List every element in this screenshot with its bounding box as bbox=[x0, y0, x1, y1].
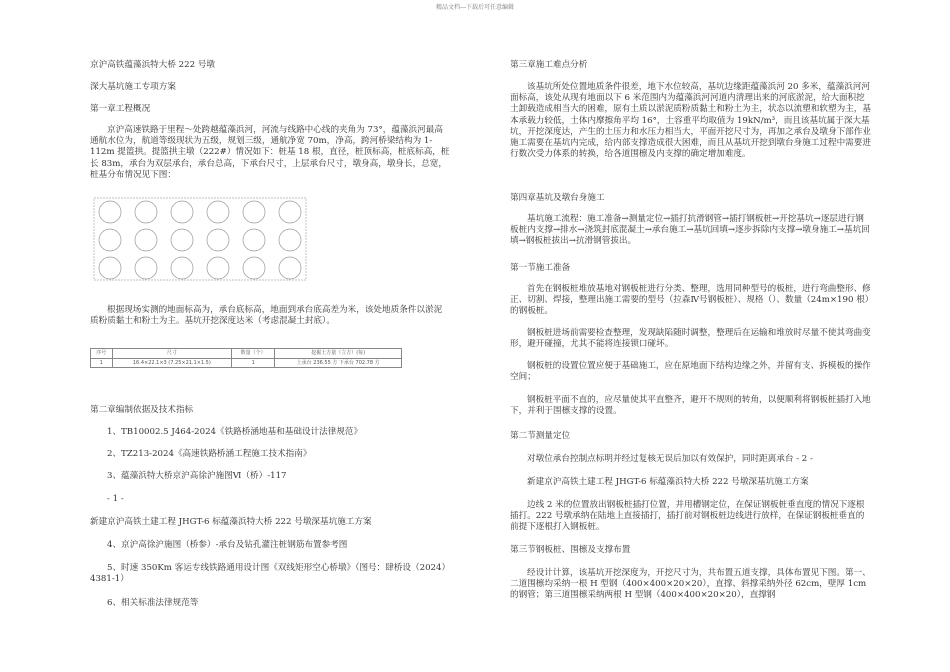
pile-circle bbox=[171, 229, 193, 251]
section-1-paragraph: 钢板桩进场前需要检查整理，发现缺陷随时调整，整理后在运输和堆放时尽量不使其弯曲变形，避开碰撞，尤其不能将连接锁口碰坏。 bbox=[510, 328, 871, 350]
section-2-paragraph: 边线 2 米的位置放出钢板桩插打位置，并用槽钢定位，在保证钢板桩垂直度的情况下逐根插打。222 号墩承纳在陆地上直接插打，插打前对钢板桩边线进行放样，在保证钢板桩垂直的前提下逐根打入钢板桩。 bbox=[510, 500, 865, 533]
pile-circle bbox=[207, 257, 229, 279]
section-3-paragraph: 经设计计算，该基坑开挖深度为，开挖尺寸为，共布置五道支撑，具体布置见下图。第一、二道围檩均采纳一根 H 型钢（400×400×20×20），直撑、斜撑采纳外径 62cm，壁厚 1cm 的钢管；第三道围檩采纳两根 H 型钢（400×400×20×20），直撑钢 bbox=[510, 568, 871, 601]
table-row bbox=[91, 358, 402, 368]
pile-circle bbox=[99, 257, 121, 279]
doc-subtitle: 深大基坑施工专项方案 bbox=[90, 82, 176, 92]
table-header: 尺寸 bbox=[112, 349, 231, 359]
pile-circle bbox=[171, 201, 193, 223]
ground-elevation-paragraph: 根据现场实测的地面标高为，承台底标高，地面到承台底高差为米，该处地质条件以淤泥质粉质黏土和粉土为主。基坑开挖深度达米（考虑混凝土封底）。 bbox=[90, 305, 443, 327]
pile-circle bbox=[135, 201, 157, 223]
reference-item: 6、相关标准法律规范等 bbox=[107, 598, 199, 608]
pile-circle bbox=[207, 201, 229, 223]
chapter-4-heading: 第四章基坑及墩台身施工 bbox=[510, 193, 605, 203]
section-2-paragraph: 对墩位承台控制点标明并经过复核无误后加以有效保护，同时距离承台 - 2 - bbox=[527, 454, 813, 464]
page-header: 精品文档---下载后可任意编辑 bbox=[435, 4, 515, 11]
section-1-paragraph: 首先在钢板桩堆放基地对钢板桩进行分类、整理，选用同种型号的板桩，进行弯曲整形、修正、切割、焊接，整理出施工需要的型号（拉森Ⅳ号钢板桩）、规格（）、数量（24m×190 根）的钢板桩。 bbox=[510, 284, 871, 317]
table-header: 挖掘土方量（立方）(每) bbox=[275, 349, 402, 359]
pile-circle bbox=[99, 229, 121, 251]
pile-circle bbox=[279, 257, 301, 279]
table-cell: 1 bbox=[232, 358, 275, 368]
reference-item: 2、TZ213-2024《高速铁路桥涵工程施工技术指南》 bbox=[107, 449, 312, 459]
construction-flow-paragraph: 基坑施工流程：施工准备→测量定位→插打抗滑钢管→插打钢板桩→开挖基坑→逐层进行钢板桩内支撑→排水→浇筑封底混凝土→承台施工→基坑回填→逐步拆除内支撑→墩身施工→基坑回填→钢板桩拔出→抗滑钢管拔出。 bbox=[510, 214, 870, 247]
section-1-heading: 第一节施工准备 bbox=[510, 263, 571, 273]
pile-circle bbox=[243, 257, 265, 279]
earthwork-table bbox=[90, 348, 402, 368]
pile-circle bbox=[243, 201, 265, 223]
running-header: 新建京沪高铁土建工程 JHGT-6 标蕴藻浜特大桥 222 号墩深基坑施工方案 bbox=[527, 477, 809, 487]
pile-circle bbox=[99, 201, 121, 223]
table-header: 序号 bbox=[91, 349, 113, 359]
reference-item: 3、蕴藻浜特大桥京沪高徐沪施图Ⅵ（桥）-117 bbox=[107, 471, 287, 481]
table-cell: 上承台 236.55 方 下承台 702.78 方 bbox=[275, 358, 402, 368]
section-1-paragraph: 钢板桩的设置位置应便于基础施工，应在原地面下结构边缘之外，并留有支、拆模板的操作空间； bbox=[510, 361, 871, 383]
chapter-1-heading: 第一章工程概况 bbox=[90, 104, 151, 114]
pile-circle bbox=[207, 229, 229, 251]
pile-cap-outline bbox=[94, 198, 306, 280]
pile-circle bbox=[135, 257, 157, 279]
pile-layout-diagram bbox=[90, 196, 450, 288]
table-cell: 16.4×22.1×3 (7.25×21.1×1.5) bbox=[112, 358, 231, 368]
doc-title: 京沪高铁蕴藻浜特大桥 222 号墩 bbox=[90, 60, 215, 70]
section-1-paragraph: 钢板桩平面不直的，应尽量使其平直整齐，避开不规则的转角，以便顺利将钢板桩插打入地下，并利于围檩支撑的设置。 bbox=[510, 395, 871, 417]
pile-circle bbox=[279, 229, 301, 251]
reference-item: 5、时速 350Km 客运专线铁路通用设计图《双线矩形空心桥墩》（图号：肆桥设（2024）4381-1） bbox=[90, 563, 446, 585]
table-cell: 1 bbox=[91, 358, 113, 368]
table-header: 数量（个） bbox=[232, 349, 275, 359]
chapter-2-heading: 第二章编制依据及技术指标 bbox=[90, 405, 194, 415]
chapter-1-paragraph: 京沪高速铁路于里程～处跨越蕴藻浜河，河流与线路中心线的夹角为 73°，蕴藻浜河最高通航水位为，航道等级现状为五级，规划三级，通航净宽 70m，净高，跨河桥梁结构为 1-112m 提篮拱。提篮拱主墩（222#）情况如下：桩基 18 根，直径，桩顶标高，桩底标高，桩长 83m，承台为双层承台，承台总高，下承台尺寸，上层承台尺寸，墩身高，墩身长，总宽，桩基分布情况见下图： bbox=[90, 125, 450, 180]
reference-item: 1、TB10002.5 J464-2024《铁路桥涵地基和基础设计法律规范》 bbox=[107, 427, 363, 437]
section-3-heading: 第三节钢板桩、围檩及支撑布置 bbox=[510, 545, 631, 555]
pile-circle bbox=[243, 229, 265, 251]
chapter-3-heading: 第三章施工难点分析 bbox=[510, 60, 588, 70]
pile-circle bbox=[171, 257, 193, 279]
chapter-3-paragraph: 该基坑所处位置地质条件很差，地下水位较高，基坑边缘距蕴藻浜河 20 多米，蕴藻浜河河面标高，该处从现有地面以下 6 米范围内为蕴藻浜河河道内清理出来的河底淤泥，给大面积挖土卸载造成相当大的困难，原有土质以淤泥质粉质黏土和粉土为主，状态以流塑和软塑为主，基本承载力较低，土体内摩擦角平均 16°，土容重平均取值为 19kN/m³，而且该基坑属于深大基坑，开挖深度达，产生的土压力和水压力相当大，平面开挖尺寸为，再加之承台及墩身下部作业施工需要在基坑内完成，给内部支撑造成很大困难，而且从基坑开挖到墩台身施工过程中需要进行数次受力体系的转换，给各道围檩及内支撑的确定增加难度。 bbox=[510, 82, 871, 160]
running-header: 新建京沪高铁土建工程 JHGT-6 标蕴藻浜特大桥 222 号墩深基坑施工方案 bbox=[90, 517, 372, 527]
pile-circle bbox=[279, 201, 301, 223]
section-2-heading: 第二节测量定位 bbox=[510, 431, 571, 441]
pile-circle bbox=[135, 229, 157, 251]
reference-item: 4、京沪高徐沪施图（桥参）-承台及钻孔灌注桩钢筋布置参考图 bbox=[107, 540, 348, 550]
page-number: - 1 - bbox=[107, 494, 124, 504]
